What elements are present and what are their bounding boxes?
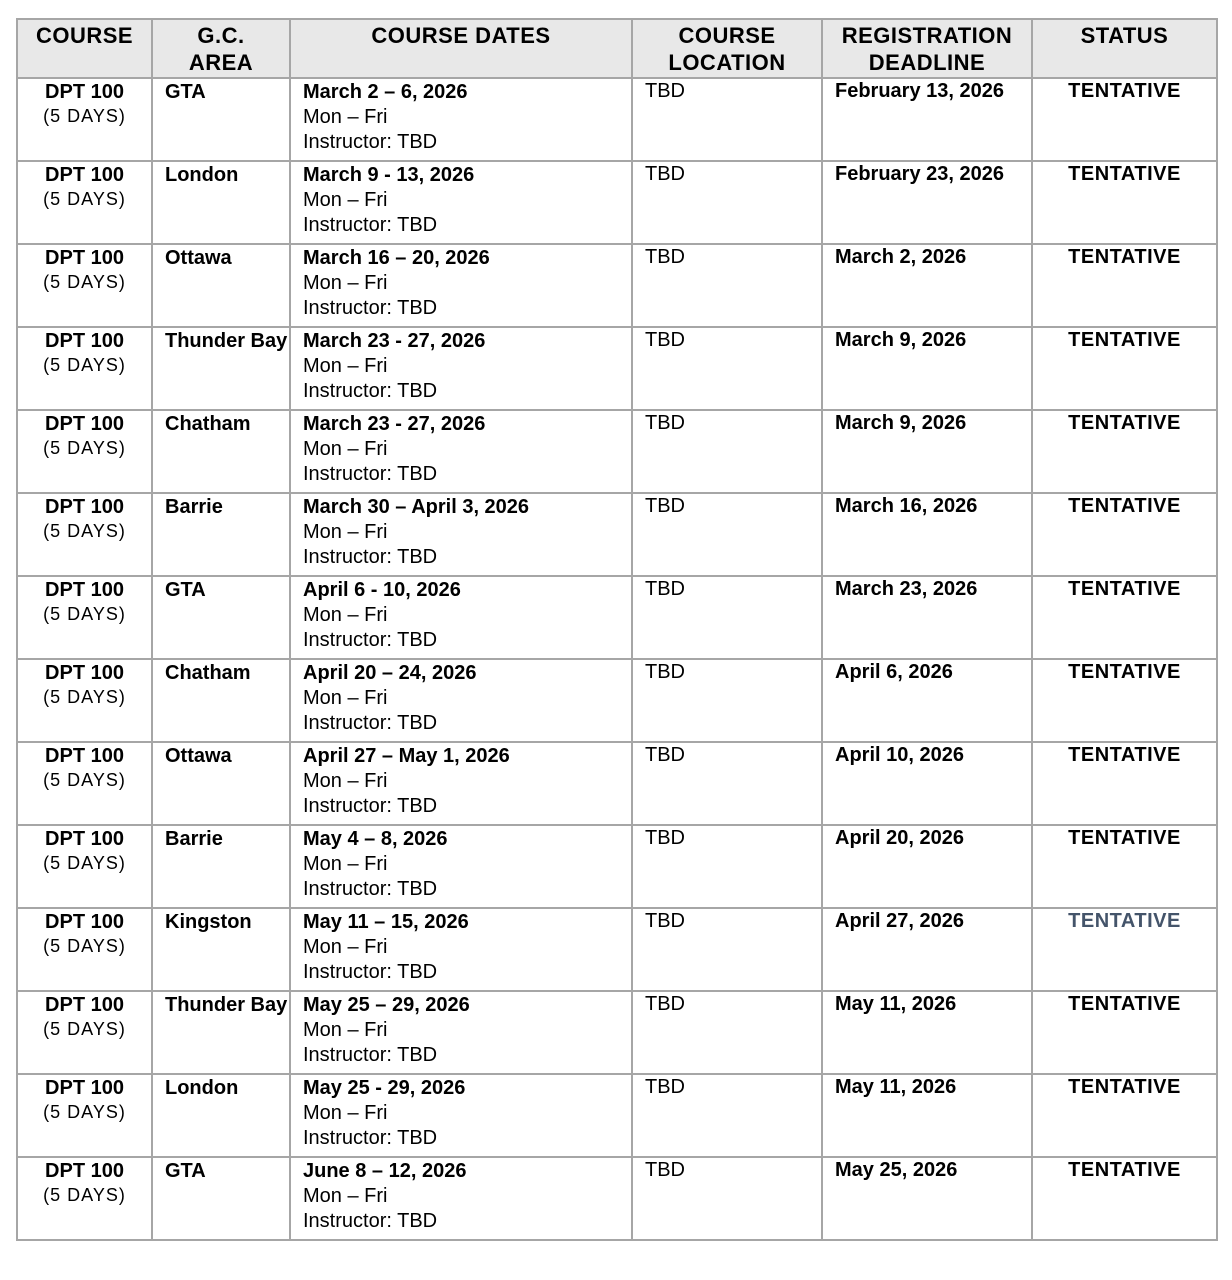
registration-deadline: May 25, 2026 bbox=[822, 1157, 1032, 1240]
status-badge: TENTATIVE bbox=[1032, 991, 1217, 1074]
course-location: TBD bbox=[632, 576, 822, 659]
course-code: DPT 100 bbox=[45, 247, 124, 269]
weekdays: Mon – Fri bbox=[303, 770, 388, 792]
weekdays: Mon – Fri bbox=[303, 687, 388, 709]
course-location: TBD bbox=[632, 908, 822, 991]
course-code: DPT 100 bbox=[45, 330, 124, 352]
gc-area-cell bbox=[152, 576, 290, 659]
course-location: TBD bbox=[632, 244, 822, 327]
instructor: Instructor: TBD bbox=[303, 214, 438, 236]
date-range: March 30 – April 3, 2026 bbox=[303, 496, 530, 518]
gc-area-cell bbox=[152, 410, 290, 493]
course-dates-cell bbox=[290, 825, 632, 908]
course-code: DPT 100 bbox=[45, 662, 124, 684]
table-row bbox=[17, 1157, 1217, 1240]
weekdays: Mon – Fri bbox=[303, 438, 388, 460]
course-dates-cell bbox=[290, 1074, 632, 1157]
course-location: TBD bbox=[632, 327, 822, 410]
gc-area-cell bbox=[152, 659, 290, 742]
table-row bbox=[17, 825, 1217, 908]
gc-area-cell bbox=[152, 244, 290, 327]
gc-area: Thunder Bay bbox=[165, 330, 288, 352]
course-location: TBD bbox=[632, 825, 822, 908]
status-badge: TENTATIVE bbox=[1032, 493, 1217, 576]
table-row bbox=[17, 327, 1217, 410]
course-code: DPT 100 bbox=[45, 1160, 124, 1182]
gc-area: London bbox=[165, 164, 239, 186]
course-location: TBD bbox=[632, 1157, 822, 1240]
header-row bbox=[17, 19, 1217, 78]
instructor: Instructor: TBD bbox=[303, 1210, 438, 1232]
status-badge: TENTATIVE bbox=[1032, 161, 1217, 244]
status-badge: TENTATIVE bbox=[1032, 1074, 1217, 1157]
course-cell bbox=[17, 991, 152, 1074]
course-duration: (5 DAYS) bbox=[43, 1102, 126, 1122]
course-code: DPT 100 bbox=[45, 1077, 124, 1099]
weekdays: Mon – Fri bbox=[303, 1185, 388, 1207]
table-row bbox=[17, 659, 1217, 742]
date-range: May 25 – 29, 2026 bbox=[303, 994, 470, 1016]
weekdays: Mon – Fri bbox=[303, 521, 388, 543]
course-dates-cell bbox=[290, 493, 632, 576]
instructor: Instructor: TBD bbox=[303, 1044, 438, 1066]
table-row bbox=[17, 991, 1217, 1074]
registration-deadline: February 13, 2026 bbox=[822, 78, 1032, 161]
weekdays: Mon – Fri bbox=[303, 272, 388, 294]
status-badge: TENTATIVE bbox=[1032, 327, 1217, 410]
registration-deadline: March 2, 2026 bbox=[822, 244, 1032, 327]
course-location: TBD bbox=[632, 659, 822, 742]
gc-area: Kingston bbox=[165, 911, 252, 933]
course-dates-cell bbox=[290, 244, 632, 327]
weekdays: Mon – Fri bbox=[303, 936, 388, 958]
header-registration-deadline: REGISTRATION DEADLINE bbox=[822, 19, 1032, 78]
course-duration: (5 DAYS) bbox=[43, 604, 126, 624]
registration-deadline: May 11, 2026 bbox=[822, 1074, 1032, 1157]
table-row bbox=[17, 908, 1217, 991]
date-range: April 20 – 24, 2026 bbox=[303, 662, 477, 684]
course-duration: (5 DAYS) bbox=[43, 1019, 126, 1039]
gc-area-cell bbox=[152, 493, 290, 576]
date-range: March 16 – 20, 2026 bbox=[303, 247, 490, 269]
course-duration: (5 DAYS) bbox=[43, 438, 126, 458]
gc-area-cell bbox=[152, 908, 290, 991]
course-dates-cell bbox=[290, 576, 632, 659]
weekdays: Mon – Fri bbox=[303, 106, 388, 128]
registration-deadline: April 6, 2026 bbox=[822, 659, 1032, 742]
gc-area-cell bbox=[152, 1074, 290, 1157]
gc-area-cell bbox=[152, 78, 290, 161]
course-dates-cell bbox=[290, 742, 632, 825]
status-badge: TENTATIVE bbox=[1032, 825, 1217, 908]
course-location: TBD bbox=[632, 493, 822, 576]
status-badge: TENTATIVE bbox=[1032, 908, 1217, 991]
weekdays: Mon – Fri bbox=[303, 853, 388, 875]
course-cell bbox=[17, 1074, 152, 1157]
course-duration: (5 DAYS) bbox=[43, 936, 126, 956]
gc-area-cell bbox=[152, 1157, 290, 1240]
course-schedule-table bbox=[16, 18, 1218, 1241]
date-range: April 27 – May 1, 2026 bbox=[303, 745, 510, 767]
date-range: May 11 – 15, 2026 bbox=[303, 911, 469, 933]
course-cell bbox=[17, 493, 152, 576]
course-code: DPT 100 bbox=[45, 911, 124, 933]
course-location: TBD bbox=[632, 991, 822, 1074]
course-cell bbox=[17, 410, 152, 493]
course-dates-cell bbox=[290, 908, 632, 991]
header-course-location: COURSE LOCATION bbox=[632, 19, 822, 78]
table-body bbox=[17, 78, 1217, 1240]
status-badge: TENTATIVE bbox=[1032, 1157, 1217, 1240]
course-cell bbox=[17, 1157, 152, 1240]
course-cell bbox=[17, 161, 152, 244]
registration-deadline: April 10, 2026 bbox=[822, 742, 1032, 825]
instructor: Instructor: TBD bbox=[303, 1127, 438, 1149]
instructor: Instructor: TBD bbox=[303, 463, 438, 485]
registration-deadline: February 23, 2026 bbox=[822, 161, 1032, 244]
instructor: Instructor: TBD bbox=[303, 629, 438, 651]
header-course: COURSE bbox=[17, 19, 152, 78]
gc-area-cell bbox=[152, 327, 290, 410]
course-cell bbox=[17, 576, 152, 659]
status-badge: TENTATIVE bbox=[1032, 742, 1217, 825]
gc-area: Barrie bbox=[165, 828, 223, 850]
weekdays: Mon – Fri bbox=[303, 355, 388, 377]
course-duration: (5 DAYS) bbox=[43, 521, 126, 541]
gc-area-cell bbox=[152, 161, 290, 244]
course-cell bbox=[17, 244, 152, 327]
course-code: DPT 100 bbox=[45, 81, 124, 103]
course-duration: (5 DAYS) bbox=[43, 770, 126, 790]
gc-area-cell bbox=[152, 742, 290, 825]
header-course-dates: COURSE DATES bbox=[290, 19, 632, 78]
course-dates-cell bbox=[290, 659, 632, 742]
course-location: TBD bbox=[632, 742, 822, 825]
date-range: June 8 – 12, 2026 bbox=[303, 1160, 467, 1182]
course-cell bbox=[17, 908, 152, 991]
course-dates-cell bbox=[290, 410, 632, 493]
course-duration: (5 DAYS) bbox=[43, 355, 126, 375]
course-cell bbox=[17, 327, 152, 410]
registration-deadline: March 23, 2026 bbox=[822, 576, 1032, 659]
gc-area: Barrie bbox=[165, 496, 223, 518]
table-row bbox=[17, 78, 1217, 161]
status-badge: TENTATIVE bbox=[1032, 78, 1217, 161]
course-duration: (5 DAYS) bbox=[43, 106, 126, 126]
gc-area: GTA bbox=[165, 1160, 206, 1182]
status-badge: TENTATIVE bbox=[1032, 576, 1217, 659]
registration-deadline: May 11, 2026 bbox=[822, 991, 1032, 1074]
table-row bbox=[17, 161, 1217, 244]
registration-deadline: March 16, 2026 bbox=[822, 493, 1032, 576]
weekdays: Mon – Fri bbox=[303, 1019, 388, 1041]
course-code: DPT 100 bbox=[45, 413, 124, 435]
header-status: STATUS bbox=[1032, 19, 1217, 78]
gc-area: Ottawa bbox=[165, 247, 232, 269]
instructor: Instructor: TBD bbox=[303, 546, 438, 568]
course-code: DPT 100 bbox=[45, 994, 124, 1016]
course-duration: (5 DAYS) bbox=[43, 687, 126, 707]
gc-area: Thunder Bay bbox=[165, 994, 288, 1016]
status-badge: TENTATIVE bbox=[1032, 659, 1217, 742]
course-duration: (5 DAYS) bbox=[43, 853, 126, 873]
gc-area: Chatham bbox=[165, 662, 251, 684]
date-range: March 23 - 27, 2026 bbox=[303, 330, 486, 352]
status-badge: TENTATIVE bbox=[1032, 244, 1217, 327]
course-code: DPT 100 bbox=[45, 745, 124, 767]
status-badge: TENTATIVE bbox=[1032, 410, 1217, 493]
course-code: DPT 100 bbox=[45, 828, 124, 850]
course-duration: (5 DAYS) bbox=[43, 272, 126, 292]
date-range: April 6 - 10, 2026 bbox=[303, 579, 461, 601]
gc-area: Ottawa bbox=[165, 745, 232, 767]
gc-area-cell bbox=[152, 991, 290, 1074]
course-duration: (5 DAYS) bbox=[43, 189, 126, 209]
course-dates-cell bbox=[290, 161, 632, 244]
gc-area: GTA bbox=[165, 81, 206, 103]
table-row bbox=[17, 576, 1217, 659]
instructor: Instructor: TBD bbox=[303, 795, 438, 817]
course-code: DPT 100 bbox=[45, 496, 124, 518]
registration-deadline: April 27, 2026 bbox=[822, 908, 1032, 991]
course-dates-cell bbox=[290, 1157, 632, 1240]
instructor: Instructor: TBD bbox=[303, 297, 438, 319]
instructor: Instructor: TBD bbox=[303, 380, 438, 402]
course-cell bbox=[17, 659, 152, 742]
gc-area: London bbox=[165, 1077, 239, 1099]
weekdays: Mon – Fri bbox=[303, 189, 388, 211]
weekdays: Mon – Fri bbox=[303, 1102, 388, 1124]
date-range: May 25 - 29, 2026 bbox=[303, 1077, 466, 1099]
instructor: Instructor: TBD bbox=[303, 878, 438, 900]
date-range: March 23 - 27, 2026 bbox=[303, 413, 486, 435]
course-cell bbox=[17, 78, 152, 161]
course-location: TBD bbox=[632, 78, 822, 161]
date-range: March 9 - 13, 2026 bbox=[303, 164, 475, 186]
instructor: Instructor: TBD bbox=[303, 961, 438, 983]
registration-deadline: April 20, 2026 bbox=[822, 825, 1032, 908]
course-duration: (5 DAYS) bbox=[43, 1185, 126, 1205]
course-location: TBD bbox=[632, 161, 822, 244]
table-row bbox=[17, 493, 1217, 576]
table-row bbox=[17, 742, 1217, 825]
course-dates-cell bbox=[290, 78, 632, 161]
weekdays: Mon – Fri bbox=[303, 604, 388, 626]
registration-deadline: March 9, 2026 bbox=[822, 410, 1032, 493]
date-range: May 4 – 8, 2026 bbox=[303, 828, 448, 850]
registration-deadline: March 9, 2026 bbox=[822, 327, 1032, 410]
course-code: DPT 100 bbox=[45, 164, 124, 186]
course-dates-cell bbox=[290, 991, 632, 1074]
instructor: Instructor: TBD bbox=[303, 712, 438, 734]
instructor: Instructor: TBD bbox=[303, 131, 438, 153]
date-range: March 2 – 6, 2026 bbox=[303, 81, 468, 103]
course-cell bbox=[17, 825, 152, 908]
header-gc-area: G.C. AREA bbox=[152, 19, 290, 78]
course-dates-cell bbox=[290, 327, 632, 410]
course-code: DPT 100 bbox=[45, 579, 124, 601]
course-location: TBD bbox=[632, 410, 822, 493]
course-cell bbox=[17, 742, 152, 825]
gc-area: GTA bbox=[165, 579, 206, 601]
table-row bbox=[17, 244, 1217, 327]
table-row bbox=[17, 1074, 1217, 1157]
gc-area-cell bbox=[152, 825, 290, 908]
table-row bbox=[17, 410, 1217, 493]
course-location: TBD bbox=[632, 1074, 822, 1157]
gc-area: Chatham bbox=[165, 413, 251, 435]
